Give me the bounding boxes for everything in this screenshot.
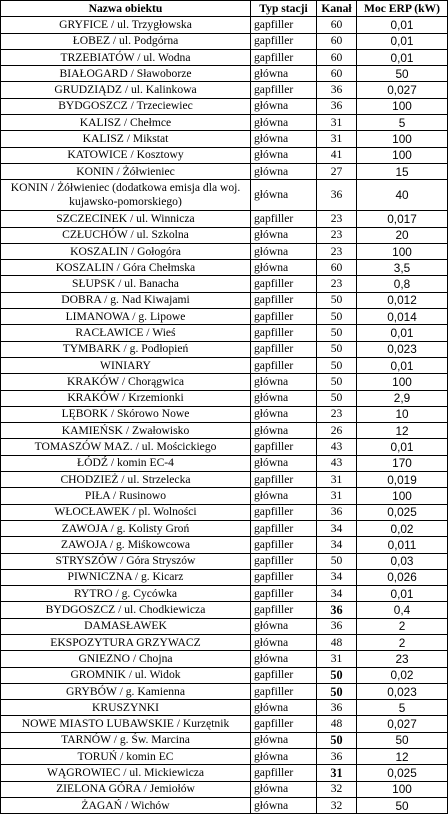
- cell-type: główna: [251, 781, 317, 797]
- cell-type: główna: [251, 163, 317, 179]
- cell-channel: 34: [317, 569, 357, 585]
- cell-channel: 23: [317, 406, 357, 422]
- cell-type: główna: [251, 455, 317, 471]
- cell-type: główna: [251, 227, 317, 243]
- cell-channel: 23: [317, 243, 357, 259]
- cell-name: GRYBÓW / g. Kamienna: [1, 683, 251, 699]
- cell-name: KRUSZYNKI: [1, 700, 251, 716]
- cell-name: KOSZALIN / Gołogóra: [1, 243, 251, 259]
- cell-channel: 23: [317, 211, 357, 227]
- cell-channel: 31: [317, 115, 357, 131]
- table-row: [1, 749, 448, 765]
- cell-type: główna: [251, 390, 317, 406]
- cell-name: DOBRA / g. Nad Kiwajami: [1, 292, 251, 308]
- cell-type: główna: [251, 66, 317, 82]
- cell-erp: 0,03: [357, 553, 448, 569]
- table-row: [1, 651, 448, 667]
- table-row: [1, 439, 448, 455]
- cell-channel: 50: [317, 309, 357, 325]
- cell-erp: 15: [357, 163, 448, 179]
- cell-channel: 23: [317, 276, 357, 292]
- table-row: [1, 406, 448, 422]
- cell-name: WINIARY: [1, 357, 251, 373]
- cell-channel: 41: [317, 147, 357, 163]
- cell-type: główna: [251, 243, 317, 259]
- cell-erp: 0,01: [357, 33, 448, 49]
- cell-channel: 50: [317, 667, 357, 683]
- cell-channel: 26: [317, 423, 357, 439]
- cell-erp: 5: [357, 115, 448, 131]
- cell-erp: 2,9: [357, 390, 448, 406]
- cell-erp: 0,017: [357, 211, 448, 227]
- table-row: [1, 33, 448, 49]
- cell-erp: 0,01: [357, 325, 448, 341]
- table-row: [1, 374, 448, 390]
- table-row: [1, 227, 448, 243]
- header-row: [1, 1, 448, 17]
- cell-type: główna: [251, 651, 317, 667]
- table-row: [1, 211, 448, 227]
- table-row: [1, 504, 448, 520]
- cell-type: gapfiller: [251, 520, 317, 536]
- cell-erp: 0,025: [357, 765, 448, 781]
- cell-channel: 60: [317, 66, 357, 82]
- cell-type: główna: [251, 374, 317, 390]
- cell-channel: 36: [317, 700, 357, 716]
- cell-name: BYDGOSZCZ / ul. Chodkiewicza: [1, 602, 251, 618]
- table-row: [1, 341, 448, 357]
- cell-erp: 100: [357, 243, 448, 259]
- cell-erp: 50: [357, 732, 448, 748]
- cell-name: TORUŃ / komin EC: [1, 749, 251, 765]
- cell-type: gapfiller: [251, 667, 317, 683]
- cell-type: gapfiller: [251, 292, 317, 308]
- cell-type: gapfiller: [251, 82, 317, 98]
- cell-name: ŁOBEZ / ul. Podgórna: [1, 33, 251, 49]
- cell-name: TRZEBIATÓW / ul. Wodna: [1, 49, 251, 65]
- cell-erp: 3,5: [357, 260, 448, 276]
- table-row: [1, 131, 448, 147]
- cell-erp: 0,01: [357, 439, 448, 455]
- cell-channel: 31: [317, 131, 357, 147]
- cell-channel: 36: [317, 82, 357, 98]
- table-row: [1, 163, 448, 179]
- cell-type: główna: [251, 749, 317, 765]
- cell-type: główna: [251, 732, 317, 748]
- table-row: [1, 569, 448, 585]
- header-name: Nazwa obiektu: [1, 1, 251, 17]
- cell-name: EKSPOZYTURA GRZYWACZ: [1, 634, 251, 650]
- cell-channel: 50: [317, 553, 357, 569]
- cell-name: GROMNIK / ul. Widok: [1, 667, 251, 683]
- cell-name: ZAWOJA / g. Miśkowcowa: [1, 537, 251, 553]
- cell-name: KOSZALIN / Góra Chełmska: [1, 260, 251, 276]
- cell-channel: 27: [317, 163, 357, 179]
- cell-erp: 12: [357, 749, 448, 765]
- cell-name: KRAKÓW / Krzemionki: [1, 390, 251, 406]
- table-row: [1, 618, 448, 634]
- cell-channel: 36: [317, 749, 357, 765]
- table-row: [1, 260, 448, 276]
- cell-channel: 36: [317, 504, 357, 520]
- cell-name: RACŁAWICE / Wieś: [1, 325, 251, 341]
- cell-erp: 0,4: [357, 602, 448, 618]
- cell-channel: 36: [317, 98, 357, 114]
- cell-type: gapfiller: [251, 49, 317, 65]
- cell-name: SŁUPSK / ul. Banacha: [1, 276, 251, 292]
- cell-name: CHODZIEŻ / ul. Strzelecka: [1, 472, 251, 488]
- cell-type: gapfiller: [251, 683, 317, 699]
- cell-channel: 31: [317, 765, 357, 781]
- table-row: [1, 17, 448, 33]
- cell-erp: 5: [357, 700, 448, 716]
- cell-name: GRUDZIĄDZ / ul. Kalinkowa: [1, 82, 251, 98]
- table-row: [1, 180, 448, 211]
- header-type: Typ stacji: [251, 1, 317, 17]
- cell-name: ZIELONA GÓRA / Jemiołów: [1, 781, 251, 797]
- cell-name: KONIN / Żółwieniec: [1, 163, 251, 179]
- cell-erp: 0,01: [357, 586, 448, 602]
- table-row: [1, 797, 448, 813]
- table-row: [1, 455, 448, 471]
- cell-erp: 0,023: [357, 341, 448, 357]
- cell-erp: 12: [357, 423, 448, 439]
- cell-type: gapfiller: [251, 586, 317, 602]
- cell-channel: 60: [317, 33, 357, 49]
- table-row: [1, 488, 448, 504]
- cell-channel: 50: [317, 357, 357, 373]
- table-row: [1, 49, 448, 65]
- table-row: [1, 390, 448, 406]
- cell-name: TARNÓW / g. Św. Marcina: [1, 732, 251, 748]
- cell-erp: 10: [357, 406, 448, 422]
- cell-erp: 0,027: [357, 716, 448, 732]
- cell-channel: 48: [317, 716, 357, 732]
- cell-type: główna: [251, 618, 317, 634]
- table-row: [1, 472, 448, 488]
- cell-type: gapfiller: [251, 325, 317, 341]
- cell-erp: 50: [357, 797, 448, 813]
- table-row: [1, 537, 448, 553]
- cell-name: KAMIEŃSK / Zwałowisko: [1, 423, 251, 439]
- cell-channel: 50: [317, 325, 357, 341]
- cell-type: gapfiller: [251, 765, 317, 781]
- cell-erp: 100: [357, 98, 448, 114]
- cell-erp: 100: [357, 374, 448, 390]
- cell-name: KALISZ / Chełmce: [1, 115, 251, 131]
- cell-erp: 100: [357, 147, 448, 163]
- cell-channel: 43: [317, 455, 357, 471]
- table-row: [1, 683, 448, 699]
- table-row: [1, 325, 448, 341]
- cell-type: gapfiller: [251, 504, 317, 520]
- cell-name: TYMBARK / g. Podłopień: [1, 341, 251, 357]
- cell-channel: 31: [317, 488, 357, 504]
- table-row: [1, 98, 448, 114]
- table-row: [1, 716, 448, 732]
- cell-erp: 0,8: [357, 276, 448, 292]
- table-row: [1, 115, 448, 131]
- cell-name: SZCZECINEK / ul. Winnicza: [1, 211, 251, 227]
- table-row: [1, 520, 448, 536]
- cell-erp: 0,026: [357, 569, 448, 585]
- cell-erp: 0,012: [357, 292, 448, 308]
- cell-type: gapfiller: [251, 309, 317, 325]
- cell-name: WĄGROWIEC / ul. Mickiewicza: [1, 765, 251, 781]
- table-row: [1, 634, 448, 650]
- cell-channel: 34: [317, 537, 357, 553]
- cell-type: główna: [251, 797, 317, 813]
- cell-type: główna: [251, 260, 317, 276]
- cell-erp: 0,027: [357, 82, 448, 98]
- header-erp: Moc ERP (kW): [357, 1, 448, 17]
- table-row: [1, 147, 448, 163]
- cell-name: WŁOCŁAWEK / pl. Wolności: [1, 504, 251, 520]
- cell-channel: 50: [317, 390, 357, 406]
- cell-erp: 0,023: [357, 683, 448, 699]
- table-row: [1, 667, 448, 683]
- table-row: [1, 243, 448, 259]
- cell-name: BYDGOSZCZ / Trzeciewiec: [1, 98, 251, 114]
- cell-channel: 50: [317, 374, 357, 390]
- cell-channel: 43: [317, 439, 357, 455]
- cell-name: RYTRO / g. Cycówka: [1, 586, 251, 602]
- cell-channel: 50: [317, 732, 357, 748]
- table-row: [1, 602, 448, 618]
- table-row: [1, 276, 448, 292]
- table-row: [1, 765, 448, 781]
- table-row: [1, 82, 448, 98]
- cell-type: gapfiller: [251, 537, 317, 553]
- cell-channel: 60: [317, 260, 357, 276]
- cell-erp: 170: [357, 455, 448, 471]
- table-row: [1, 732, 448, 748]
- cell-erp: 0,01: [357, 17, 448, 33]
- cell-channel: 32: [317, 797, 357, 813]
- cell-channel: 60: [317, 49, 357, 65]
- cell-erp: 50: [357, 66, 448, 82]
- cell-erp: 23: [357, 651, 448, 667]
- cell-channel: 34: [317, 520, 357, 536]
- cell-name: ŁÓDŹ / komin EC-4: [1, 455, 251, 471]
- cell-channel: 48: [317, 634, 357, 650]
- cell-erp: 100: [357, 781, 448, 797]
- cell-channel: 36: [317, 180, 357, 211]
- cell-name: PIWNICZNA / g. Kicarz: [1, 569, 251, 585]
- cell-type: gapfiller: [251, 341, 317, 357]
- cell-type: gapfiller: [251, 439, 317, 455]
- table-row: [1, 586, 448, 602]
- cell-name: STRYSZÓW / Góra Stryszów: [1, 553, 251, 569]
- cell-type: gapfiller: [251, 357, 317, 373]
- cell-erp: 0,011: [357, 537, 448, 553]
- cell-erp: 0,01: [357, 49, 448, 65]
- cell-erp: 20: [357, 227, 448, 243]
- cell-name: ZAWOJA / g. Kolisty Groń: [1, 520, 251, 536]
- cell-erp: 0,025: [357, 504, 448, 520]
- cell-name: LĘBORK / Skórowo Nowe: [1, 406, 251, 422]
- cell-erp: 0,02: [357, 667, 448, 683]
- cell-type: główna: [251, 115, 317, 131]
- cell-name: DAMASŁAWEK: [1, 618, 251, 634]
- cell-channel: 36: [317, 602, 357, 618]
- cell-channel: 32: [317, 781, 357, 797]
- cell-channel: 50: [317, 292, 357, 308]
- cell-channel: 23: [317, 227, 357, 243]
- cell-type: gapfiller: [251, 716, 317, 732]
- cell-name: GRYFICE / ul. Trzygłowska: [1, 17, 251, 33]
- cell-erp: 40: [357, 180, 448, 211]
- cell-name: KATOWICE / Kosztowy: [1, 147, 251, 163]
- cell-channel: 50: [317, 341, 357, 357]
- cell-type: gapfiller: [251, 569, 317, 585]
- cell-erp: 0,014: [357, 309, 448, 325]
- cell-type: główna: [251, 98, 317, 114]
- header-channel: Kanał: [317, 1, 357, 17]
- table-row: [1, 553, 448, 569]
- cell-type: główna: [251, 488, 317, 504]
- table-row: [1, 781, 448, 797]
- cell-name: BIAŁOGARD / Sławoborze: [1, 66, 251, 82]
- cell-name: KRAKÓW / Chorągwica: [1, 374, 251, 390]
- cell-name: LIMANOWA / g. Lipowe: [1, 309, 251, 325]
- cell-erp: 0,02: [357, 520, 448, 536]
- cell-name: GNIEZNO / Chojna: [1, 651, 251, 667]
- table-body: [1, 17, 448, 814]
- table-row: [1, 357, 448, 373]
- cell-type: główna: [251, 406, 317, 422]
- cell-erp: 100: [357, 131, 448, 147]
- cell-type: gapfiller: [251, 472, 317, 488]
- cell-erp: 100: [357, 488, 448, 504]
- cell-name: TOMASZÓW MAZ. / ul. Mościckiego: [1, 439, 251, 455]
- cell-type: główna: [251, 700, 317, 716]
- cell-type: gapfiller: [251, 33, 317, 49]
- cell-name: ŻAGAŃ / Wichów: [1, 797, 251, 813]
- cell-type: gapfiller: [251, 553, 317, 569]
- cell-type: gapfiller: [251, 602, 317, 618]
- cell-erp: 2: [357, 634, 448, 650]
- cell-type: główna: [251, 131, 317, 147]
- cell-type: główna: [251, 147, 317, 163]
- cell-type: główna: [251, 423, 317, 439]
- cell-channel: 31: [317, 651, 357, 667]
- cell-channel: 34: [317, 586, 357, 602]
- cell-name: KALISZ / Mikstat: [1, 131, 251, 147]
- cell-name: NOWE MIASTO LUBAWSKIE / Kurzętnik: [1, 716, 251, 732]
- cell-type: gapfiller: [251, 17, 317, 33]
- table-row: [1, 66, 448, 82]
- table-row: [1, 423, 448, 439]
- cell-name: PIŁA / Rusinowo: [1, 488, 251, 504]
- cell-type: główna: [251, 180, 317, 211]
- cell-erp: 0,019: [357, 472, 448, 488]
- table-row: [1, 309, 448, 325]
- cell-type: gapfiller: [251, 211, 317, 227]
- cell-channel: 50: [317, 683, 357, 699]
- cell-type: gapfiller: [251, 276, 317, 292]
- cell-type: główna: [251, 634, 317, 650]
- table-row: [1, 700, 448, 716]
- cell-name: KONIN / Żółwieniec (dodatkowa emisja dla woj. kujawsko-pomorskiego): [1, 180, 251, 211]
- cell-channel: 36: [317, 618, 357, 634]
- cell-channel: 31: [317, 472, 357, 488]
- cell-erp: 2: [357, 618, 448, 634]
- cell-channel: 60: [317, 17, 357, 33]
- table-row: [1, 292, 448, 308]
- cell-erp: 0,01: [357, 357, 448, 373]
- cell-name: CZŁUCHÓW / ul. Szkolna: [1, 227, 251, 243]
